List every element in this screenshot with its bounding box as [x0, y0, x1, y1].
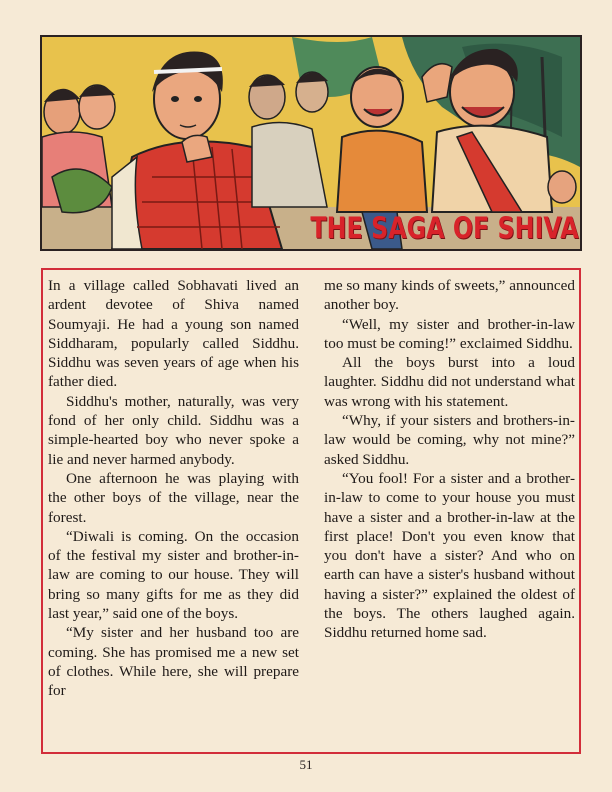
- paragraph: All the boys burst into a loud laughter. Siddhu did not understand what was wrong with his statement.: [324, 354, 575, 410]
- paragraph: “My sister and her husband too are coming. She has promised me a new set of clothes. While here, she will prepare for: [48, 624, 299, 700]
- paragraph: “Why, if your sisters and brothers-in-law would be coming, why not mine?” asked Siddhu.: [324, 412, 575, 468]
- story-text-frame: [41, 268, 581, 754]
- story-illustration: [40, 35, 582, 251]
- paragraph: “Diwali is coming. On the occasion of the festival my sister and brother-in-law are coming to our house. They will bring so many gifts for me as they did last year,” said one of the boys.: [48, 527, 299, 623]
- title-banner: [310, 211, 580, 245]
- paragraph: me so many kinds of sweets,” announced another boy.: [324, 277, 575, 314]
- right-column: [324, 276, 575, 643]
- paragraph: “You fool! For a sister and a brother-in-law to come to your house you must have a sister and a brother-in-law at the first place! Don't you even know that you don't have a sister? And who on earth can have a sister's husband without having a sister?” explained the oldest of the boys. The others laughed again. Siddhu returned home sad.: [324, 469, 575, 642]
- paragraph: One afternoon he was playing with the other boys of the village, near the forest.: [48, 469, 299, 526]
- story-title: THE SAGA OF SHIVA: [310, 211, 580, 245]
- paragraph: “Well, my sister and brother-in-law too must be coming!” exclaimed Siddhu.: [324, 315, 575, 352]
- left-column: [48, 276, 299, 701]
- page-number: 51: [299, 757, 313, 772]
- paragraph: Siddhu's mother, naturally, was very fond of her only child. Siddhu was a simple-hearted boy who never spoke a lie and never harmed anybody.: [48, 392, 299, 468]
- paragraph: In a village called Sobhavati lived an ardent devotee of Shiva named Soumyaji. He had a young son named Siddharam, popularly called Siddhu. Siddhu was seven years of age when his father died.: [48, 277, 299, 391]
